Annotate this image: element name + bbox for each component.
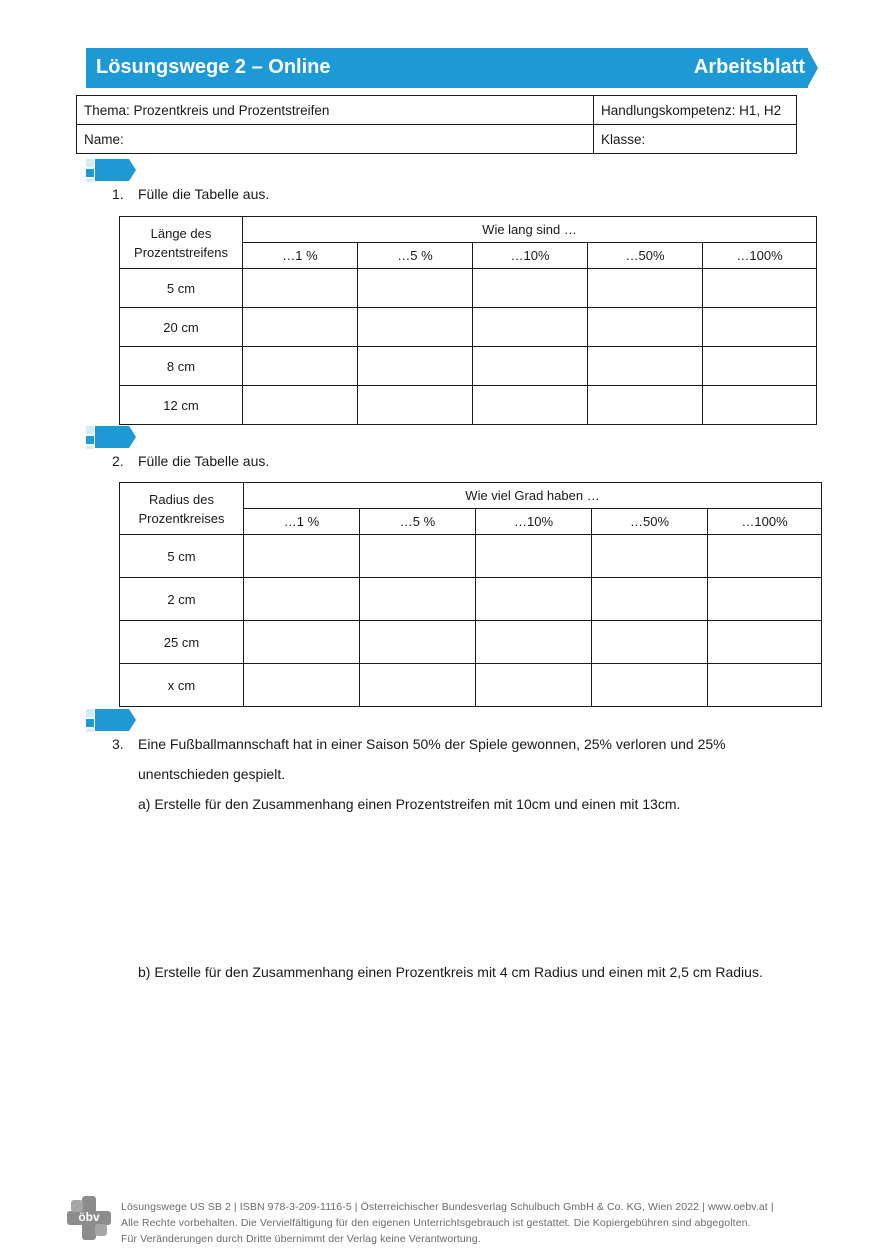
- answer-cell[interactable]: [708, 621, 822, 664]
- section-marker-icon: [86, 709, 136, 731]
- table-row: [120, 621, 822, 664]
- footer-line1: Lösungswege US SB 2 | ISBN 978-3-209-1116-5 | Österreichischer Bundesverlag Schulbuch GmbH & Co. KG, Wien 2022 | www.oebv.at |: [121, 1201, 774, 1213]
- task1-col-header: …5 %: [358, 243, 473, 269]
- oebv-logo-text: öbv: [78, 1210, 100, 1224]
- answer-cell[interactable]: [244, 535, 360, 578]
- task3-part-b: b) Erstelle für den Zusammenhang einen Prozentkreis mit 4 cm Radius und einen mit 2,5 cm Radius.: [138, 964, 763, 980]
- answer-cell[interactable]: [360, 535, 476, 578]
- task3-text-line1: Eine Fußballmannschaft hat in einer Saison 50% der Spiele gewonnen, 25% verloren und 25%: [138, 736, 726, 752]
- task2-row-header-line1: Radius des: [148, 491, 215, 507]
- task1-col-header: …1 %: [243, 243, 358, 269]
- task2-row-label: x cm: [120, 664, 244, 707]
- answer-cell[interactable]: [473, 347, 588, 386]
- task1-row-header-line1: Länge des: [150, 225, 212, 241]
- task2-col-header: …1 %: [244, 509, 360, 535]
- answer-cell[interactable]: [588, 386, 703, 425]
- table-row: [120, 308, 817, 347]
- answer-cell[interactable]: [703, 386, 817, 425]
- header-banner-tip: [807, 48, 818, 88]
- table-row: [120, 578, 822, 621]
- answer-cell[interactable]: [243, 386, 358, 425]
- answer-cell[interactable]: [360, 621, 476, 664]
- section-marker-icon: [86, 159, 136, 181]
- name-field[interactable]: Name:: [77, 125, 594, 154]
- task1-col-header: …10%: [473, 243, 588, 269]
- task3-line1: [112, 736, 726, 752]
- answer-cell[interactable]: [473, 308, 588, 347]
- answer-cell[interactable]: [244, 664, 360, 707]
- answer-cell[interactable]: [592, 664, 708, 707]
- header-worksheet-label: Arbeitsblatt: [693, 56, 805, 78]
- task2-row-label: 5 cm: [120, 535, 244, 578]
- oebv-logo: [66, 1196, 112, 1240]
- task1-row-header: [120, 217, 243, 269]
- answer-cell[interactable]: [708, 578, 822, 621]
- task1-table: [119, 216, 817, 425]
- answer-cell[interactable]: [473, 269, 588, 308]
- header-title: Lösungswege 2 – Online: [96, 56, 331, 78]
- task2-col-header: …10%: [476, 509, 592, 535]
- answer-cell[interactable]: [243, 269, 358, 308]
- section-marker-icon: [86, 426, 136, 448]
- task1-row-header-line2: Prozentstreifens: [134, 244, 228, 260]
- answer-cell[interactable]: [476, 535, 592, 578]
- task2-row-header: [120, 483, 244, 535]
- task2-col-header: …50%: [592, 509, 708, 535]
- task1-number: 1.: [112, 186, 124, 202]
- answer-cell[interactable]: [476, 621, 592, 664]
- table-row: [120, 269, 817, 308]
- footer-line2: Alle Rechte vorbehalten. Die Vervielfältigung für den eigenen Unterrichtsgebrauch ist gestattet. Die Kopiergebühren sind abgegolten.: [121, 1217, 751, 1229]
- task2-group-header: Wie viel Grad haben …: [244, 483, 822, 509]
- task2-heading: [112, 453, 269, 469]
- task1-group-header: Wie lang sind …: [243, 217, 817, 243]
- answer-cell[interactable]: [358, 347, 473, 386]
- answer-cell[interactable]: [243, 347, 358, 386]
- answer-cell[interactable]: [708, 664, 822, 707]
- footer-line3: Für Veränderungen durch Dritte übernimmt der Verlag keine Verantwortung.: [121, 1233, 481, 1245]
- task3-text-line2: unentschieden gespielt.: [138, 766, 286, 782]
- table-row: [120, 535, 822, 578]
- table-row: [120, 386, 817, 425]
- task1-row-label: 8 cm: [120, 347, 243, 386]
- answer-cell[interactable]: [473, 386, 588, 425]
- answer-cell[interactable]: [476, 664, 592, 707]
- answer-cell[interactable]: [588, 269, 703, 308]
- answer-cell[interactable]: [703, 269, 817, 308]
- task2-row-label: 2 cm: [120, 578, 244, 621]
- answer-cell[interactable]: [360, 664, 476, 707]
- answer-cell[interactable]: [703, 308, 817, 347]
- answer-cell[interactable]: [360, 578, 476, 621]
- task1-row-label: 5 cm: [120, 269, 243, 308]
- task2-number: 2.: [112, 453, 124, 469]
- answer-cell[interactable]: [588, 347, 703, 386]
- answer-cell[interactable]: [703, 347, 817, 386]
- footer-text: [121, 1199, 774, 1247]
- table-row: [120, 347, 817, 386]
- task1-text: Fülle die Tabelle aus.: [138, 186, 270, 202]
- task2-table: [119, 482, 822, 707]
- task2-col-header: …5 %: [360, 509, 476, 535]
- task1-col-header: …50%: [588, 243, 703, 269]
- task2-col-header: …100%: [708, 509, 822, 535]
- answer-cell[interactable]: [243, 308, 358, 347]
- task2-text: Fülle die Tabelle aus.: [138, 453, 270, 469]
- answer-cell[interactable]: [592, 578, 708, 621]
- answer-cell[interactable]: [358, 308, 473, 347]
- task1-heading: [112, 186, 269, 202]
- answer-cell[interactable]: [592, 621, 708, 664]
- task1-row-label: 12 cm: [120, 386, 243, 425]
- task2-row-header-line2: Prozentkreises: [138, 510, 225, 526]
- answer-cell[interactable]: [244, 578, 360, 621]
- topic-cell: Thema: Prozentkreis und Prozentstreifen: [77, 96, 594, 125]
- answer-cell[interactable]: [588, 308, 703, 347]
- task3-part-a: a) Erstelle für den Zusammenhang einen Prozentstreifen mit 10cm und einen mit 13cm.: [138, 796, 681, 812]
- info-table: [76, 95, 797, 154]
- task3-number: 3.: [112, 736, 124, 752]
- task1-row-label: 20 cm: [120, 308, 243, 347]
- answer-cell[interactable]: [358, 386, 473, 425]
- answer-cell[interactable]: [708, 535, 822, 578]
- answer-cell[interactable]: [592, 535, 708, 578]
- competence-cell: Handlungskompetenz: H1, H2: [594, 96, 797, 125]
- class-field[interactable]: Klasse:: [594, 125, 797, 154]
- task1-col-header: …100%: [703, 243, 817, 269]
- task2-row-label: 25 cm: [120, 621, 244, 664]
- answer-cell[interactable]: [476, 578, 592, 621]
- answer-cell[interactable]: [244, 621, 360, 664]
- table-row: [120, 664, 822, 707]
- answer-cell[interactable]: [358, 269, 473, 308]
